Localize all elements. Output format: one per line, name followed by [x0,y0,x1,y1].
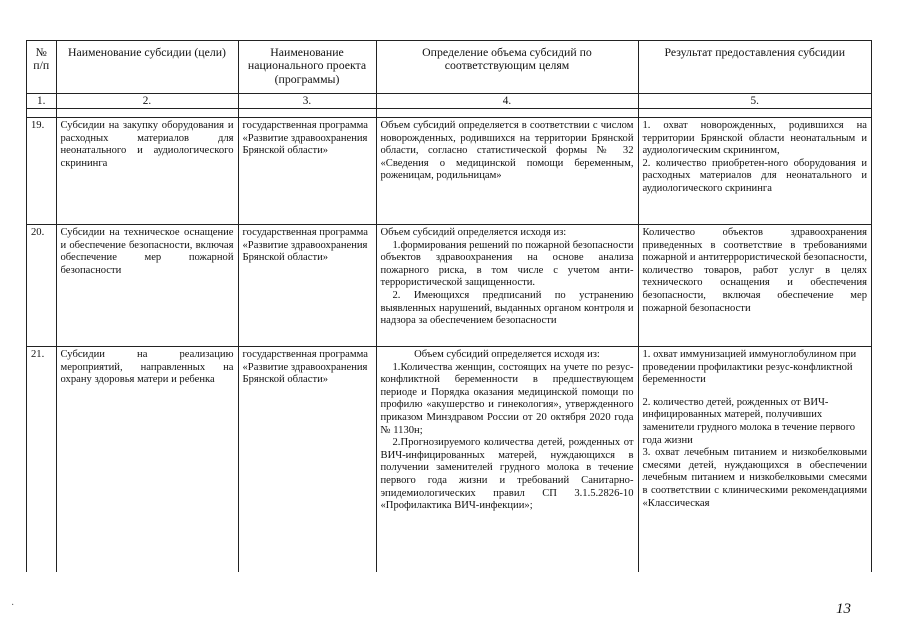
header-volume-definition: Определение объема субсидий по соответствующим целям [376,41,638,94]
column-number: 5. [638,94,871,109]
definition-paragraph: 2.Прогнозируемого количества детей, рожденных от ВИЧ-инфицированных матерей, нуждающихся в получении заменителей грудного молока в течение первого года жизни и требований Санитарно-эпидемиологических правил СП 3.1.5.2826-10 «Профилактика ВИЧ-инфекции»; [380,437,634,512]
header-num: № п/п [27,41,56,94]
volume-definition [376,118,638,225]
result-cell [638,118,871,225]
result-item: 3. охват лечебным питанием и низкобелковыми смесями детей, нуждающихся в обеспечении лечебным питанием и низкобелковыми смесями в соответствии с клиническими рекомендациями «Классическая [642,447,867,509]
program-name: государственная программа «Развитие здравоохранения Брянской области» [238,225,376,347]
subsidy-name: Субсидии на техническое оснащение и обеспечение безопасности, включая обеспечение мер пожарной безопасности [56,225,238,347]
result-cell [638,347,871,573]
volume-definition [376,347,638,573]
volume-definition [376,225,638,347]
column-number-row [27,94,871,109]
row-number: 21. [27,347,56,573]
result-item: 1. охват новорожденных, родившихся на территории Брянской области неонатальным и аудиологическим скринингом, [642,120,867,157]
table-row [27,347,871,573]
program-name: государственная программа «Развитие здравоохранения Брянской области» [238,118,376,225]
definition-paragraph: Объем субсидий определяется в соответствии с числом новорожденных, родившихся на территории Брянской области, согласно статистической формы № 32 «Сведения о медицинской помощи беременным, роженицам, родильницам» [380,120,634,182]
subsidy-name: Субсидии на реализацию мероприятий, направленных на охрану здоровья матери и ребенка [56,347,238,573]
column-number: 3. [238,94,376,109]
header-project-name: Наименование национального проекта (программы) [238,41,376,94]
page-number: 13 [836,601,851,617]
program-name: государственная программа «Развитие здравоохранения Брянской области» [238,347,376,573]
definition-paragraph: Объем субсидий определяется исходя из: [380,227,567,238]
column-number: 1. [27,94,56,109]
result-item: 1. охват иммунизацией иммуноглобулином при проведении профилактики резус-конфликтной беременности [642,349,857,386]
definition-paragraph: 1.формирования решений по пожарной безопасности объектов здравоохранения на основе анализа пожарного риска, в том числе с учетом анти-террористической защищенности. [380,239,634,289]
result-item: Количество объектов здравоохранения приведенных в соответствие в требованиями пожарной и антитеррористической безопасности, количество товаров, работ услуг в целях технического оснащения и обеспечения безопасности, включая обеспечение мер пожарной безопасности [642,227,867,314]
table-header-row [27,41,871,94]
column-number: 2. [56,94,238,109]
table-frame [26,40,872,572]
definition-paragraph: Объем субсидий определяется исходя из: [414,349,600,360]
result-cell [638,225,871,347]
row-number: 19. [27,118,56,225]
column-number: 4. [376,94,638,109]
definition-paragraph: 2. Имеющихся предписаний по устранению выявленных нарушений, выданных органом контроля и надзора за обеспечением безопасности [380,289,634,327]
definition-paragraph: 1.Количества женщин, состоящих на учете по резус-конфликтной беременности в предшествующем периоде и Порядка оказания медицинской помощи по профилю «акушерство и гинекология», утвержденного приказом Минздравом России от 20 октября 2020 года № 1130н; [380,361,634,436]
result-item: 2. количество детей, рожденных от ВИЧ-инфицированных матерей, получивших заменители грудного молока в течение первого года жизни [642,396,856,446]
table-row [27,225,871,347]
subsidy-table [27,40,871,572]
spacer-row [27,109,871,118]
result-item: 2. количество приобретен-ного оборудования и расходных материалов для неонатального и аудиологического скрининга [642,157,867,194]
subsidy-name: Субсидии на закупку оборудования и расходных материалов для неонатального и аудиологического скрининга [56,118,238,225]
row-number: 20. [27,225,56,347]
table-row [27,118,871,225]
header-result: Результат предоставления субсидии [638,41,871,94]
margin-mark: · [11,600,15,611]
header-subsidy-name: Наименование субсидии (цели) [56,41,238,94]
